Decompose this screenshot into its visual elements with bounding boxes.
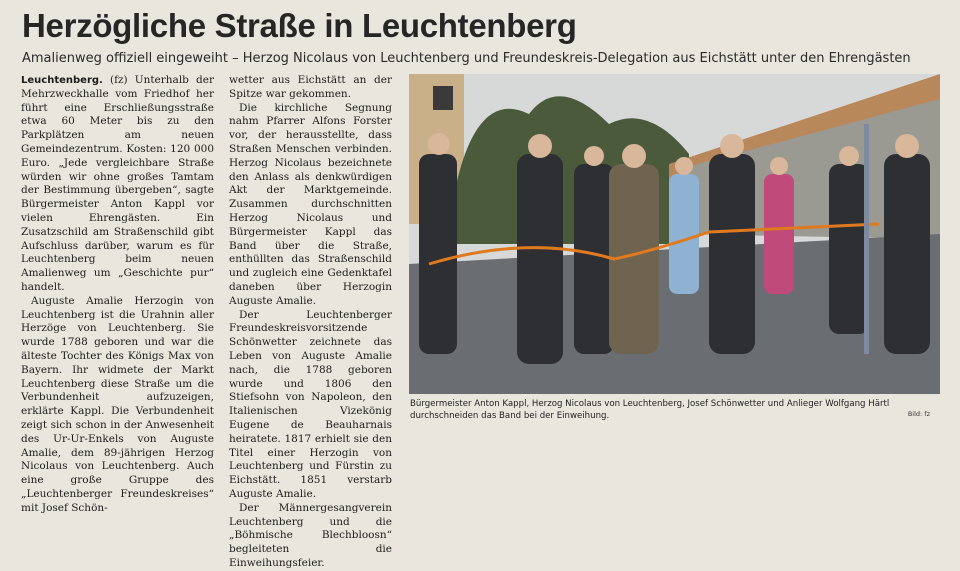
photo-credit: Bild: fz xyxy=(907,410,930,418)
article-headline: Herzögliche Straße in Leuchtenberg xyxy=(22,7,577,44)
ribbon-cutting-photo xyxy=(409,74,940,394)
paragraph: Der Leuchtenberger Freundeskreisvorsitzende Schönwetter zeichnete das Leben von Auguste Amalie nach, die 1788 geboren wurde und 1806 den Stiefsohn von Napoleon, den Italienischen Vizekönig Eugene de Beauharnais heiratete. 1817 erhielt sie den Titel einer Herzogin von Leuchtenberg und Fürstin zu Eichstätt. 1851 verstarb Auguste Amalie. xyxy=(229,308,392,500)
paragraph: wetter aus Eichstätt an der Spitze war gekommen. xyxy=(229,74,392,100)
dateline: Leuchtenberg. xyxy=(21,75,103,86)
article-column-2 xyxy=(229,74,392,569)
paragraph: Der Männergesangverein Leuchtenberg und die „Böhmische Blechbloosn“ begleiteten die Einweihungsfeier. xyxy=(229,501,392,569)
paragraph: Die kirchliche Segnung nahm Pfarrer Alfons Forster vor, der herausstellte, dass Straßen Menschen verbinden. Herzog Nicolaus bezeichnete den Anlass als denkwürdigen Akt der Marktgemeinde. Zusammen durchschnitten Herzog Nicolaus und Bürgermeister Kappl das Band über die Straße, enthüllten das Straßenschild und zugleich eine Gedenktafel daneben über Herzogin Auguste Amalie. xyxy=(229,101,392,307)
article-subheadline: Amalienweg offiziell eingeweiht – Herzog Nicolaus von Leuchtenberg und Freundeskreis-Delegation aus Eichstätt unter den Ehrengästen xyxy=(22,51,911,66)
article-column-1 xyxy=(21,74,214,514)
photo-illustration xyxy=(409,74,940,394)
paragraph-text: (fz) Unterhalb der Mehrzweckhalle vom Friedhof her führt eine Erschließungsstraße etwa 60 Meter bis zu den Parkplätzen am neuen Gemeindezentrum. Kosten: 120 000 Euro. „Jede vergleichbare Straße würden wir ohne großes Tamtam der Bestimmung übergeben“, sagte Bürgermeister Anton Kappl vor vielen Ehrengästen. Ein Zusatzschild am Straßenschild gibt Aufschluss darüber, warum es für Leuchtenberg beim neuen Amalienweg um „Geschichte pur“ handelt. xyxy=(21,74,214,293)
paragraph: Auguste Amalie Herzogin von Leuchtenberg ist die Urahnin aller Herzöge von Leuchtenberg. Sie wurde 1788 geboren und war die älteste Tochter des Königs Max von Bayern. Ihr widmete der Markt Leuchtenberg diese Straße um die Verbundenheit aufzuzeigen, erklärte Kappl. Die Verbundenheit zeigt sich schon in der Anwesenheit des Ur-Ur-Enkels von Auguste Amalie, dem 89-jährigen Herzog Nicolaus von Leuchtenberg. Auch eine große Gruppe des „Leuchtenberger Freundeskreises“ mit Josef Schön- xyxy=(21,294,214,514)
photo-caption: Bürgermeister Anton Kappl, Herzog Nicolaus von Leuchtenberg, Josef Schönwetter und Anlieger Wolfgang Härtl durchschneiden das Band bei der Einweihung. xyxy=(410,399,890,421)
paragraph xyxy=(21,74,214,295)
